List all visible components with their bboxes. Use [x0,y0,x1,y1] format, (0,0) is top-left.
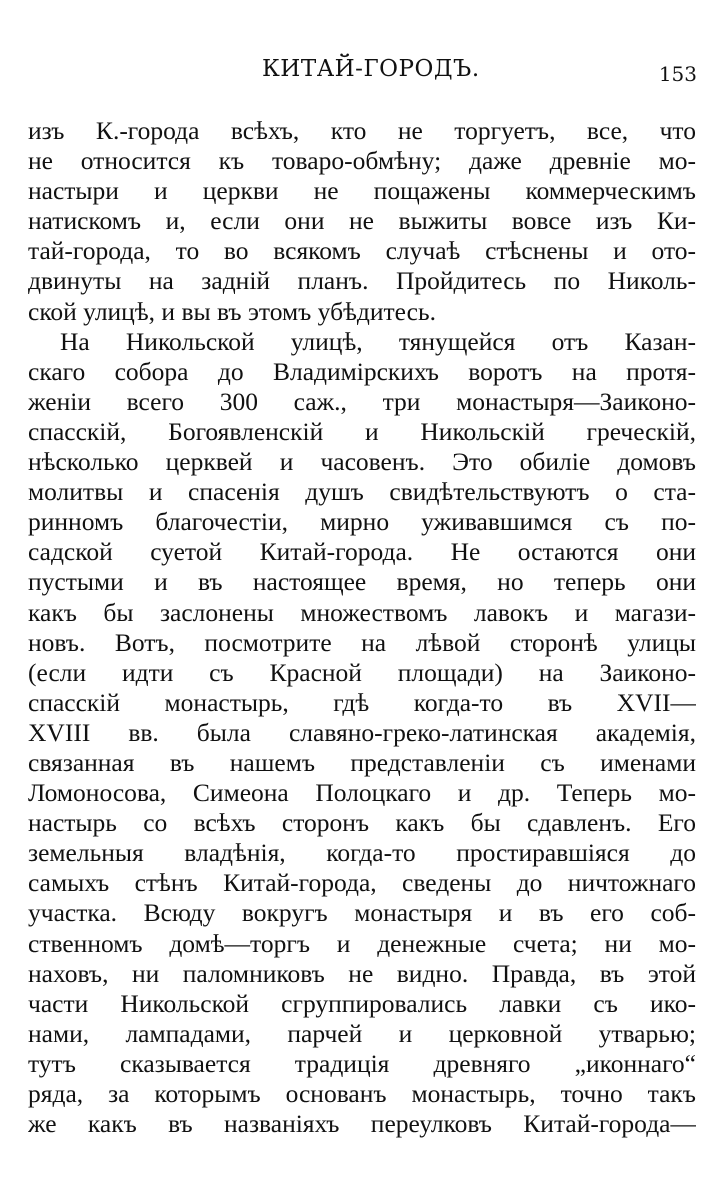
text-line: скаго собора до Владимірскихъ воротъ на протя- [28,356,696,386]
text-line: настырь со всѣхъ сторонъ какъ бы сдавленъ. Его [28,808,696,838]
text-line: женіи всего 300 саж., три монастыря—Заиконо- [28,386,696,416]
text-line: связанная въ нашемъ представленіи съ именами [28,747,696,777]
text-line: двинуты на задній планъ. Пройдитесь по Николь- [28,266,696,296]
text-line: настыри и церкви не пощажены коммерческимъ [28,176,696,206]
text-line: какъ бы заслонены множествомъ лавокъ и магази- [28,597,696,627]
text-line: участка. Всюду вокругъ монастыря и въ его соб- [28,898,696,928]
page-number: 153 [658,62,697,86]
text-line: тутъ сказывается традиція древняго „иконнаго“ [28,1048,696,1078]
text-line: Ломоносова, Симеона Полоцкаго и др. Теперь мо- [28,778,696,808]
running-header [0,56,725,92]
text-line: молитвы и спасенія душъ свидѣтельствуютъ о ста- [28,477,696,507]
text-line: изъ К.-города всѣхъ, кто не торгуетъ, все, что [28,116,696,145]
text-line: пустыми и въ настоящее время, но теперь они [28,567,696,597]
text-line: натискомъ и, если они не выжиты вовсе изъ Ки- [28,206,696,236]
text-line: тай-города, то во всякомъ случаѣ стѣснены и ото- [28,236,696,266]
text-line: нами, лампадами, парчей и церковной утварью; [28,1018,696,1048]
text-line: не относится къ товаро-обмѣну; даже древніе мо- [28,146,696,176]
text-line: же какъ въ названіяхъ переулковъ Китай-города— [28,1109,696,1139]
text-line: спасскій, Богоявленскій и Никольскій греческій, [28,416,696,446]
text-line: (если идти съ Красной площади) на Заиконо- [28,657,696,687]
text-line: спасскій монастырь, гдѣ когда-то въ XVII— [28,687,696,717]
text-line: ской улицѣ, и вы въ этомъ убѣдитесь. [28,296,436,326]
text-line: части Никольской сгруппировались лавки съ ико- [28,988,696,1018]
text-line: самыхъ стѣнъ Китай-города, сведены до ничтожнаго [28,868,696,898]
body-text [28,116,696,1139]
text-line: садской суетой Китай-города. Не остаются они [28,537,696,567]
text-line: ринномъ благочестіи, мирно уживавшимся съ по- [28,507,696,537]
text-line: наховъ, ни паломниковъ не видно. Правда, въ этой [28,958,696,988]
text-line: новъ. Вотъ, посмотрите на лѣвой сторонѣ улицы [28,627,696,657]
text-line: ственномъ домѣ—торгъ и денежные счета; ни мо- [28,928,696,958]
text-line: ряда, за которымъ основанъ монастырь, точно такъ [28,1079,696,1108]
text-line: На Никольской улицѣ, тянущейся отъ Казан- [60,326,696,356]
running-title: КИТАЙ-ГОРОДЪ. [262,56,480,82]
text-line: нѣсколько церквей и часовенъ. Это обиліе домовъ [28,447,696,477]
text-line: земельныя владѣнія, когда-то простиравшіяся до [28,838,696,868]
text-line: XVIII вв. была славяно-греко-латинская академія, [28,717,696,747]
